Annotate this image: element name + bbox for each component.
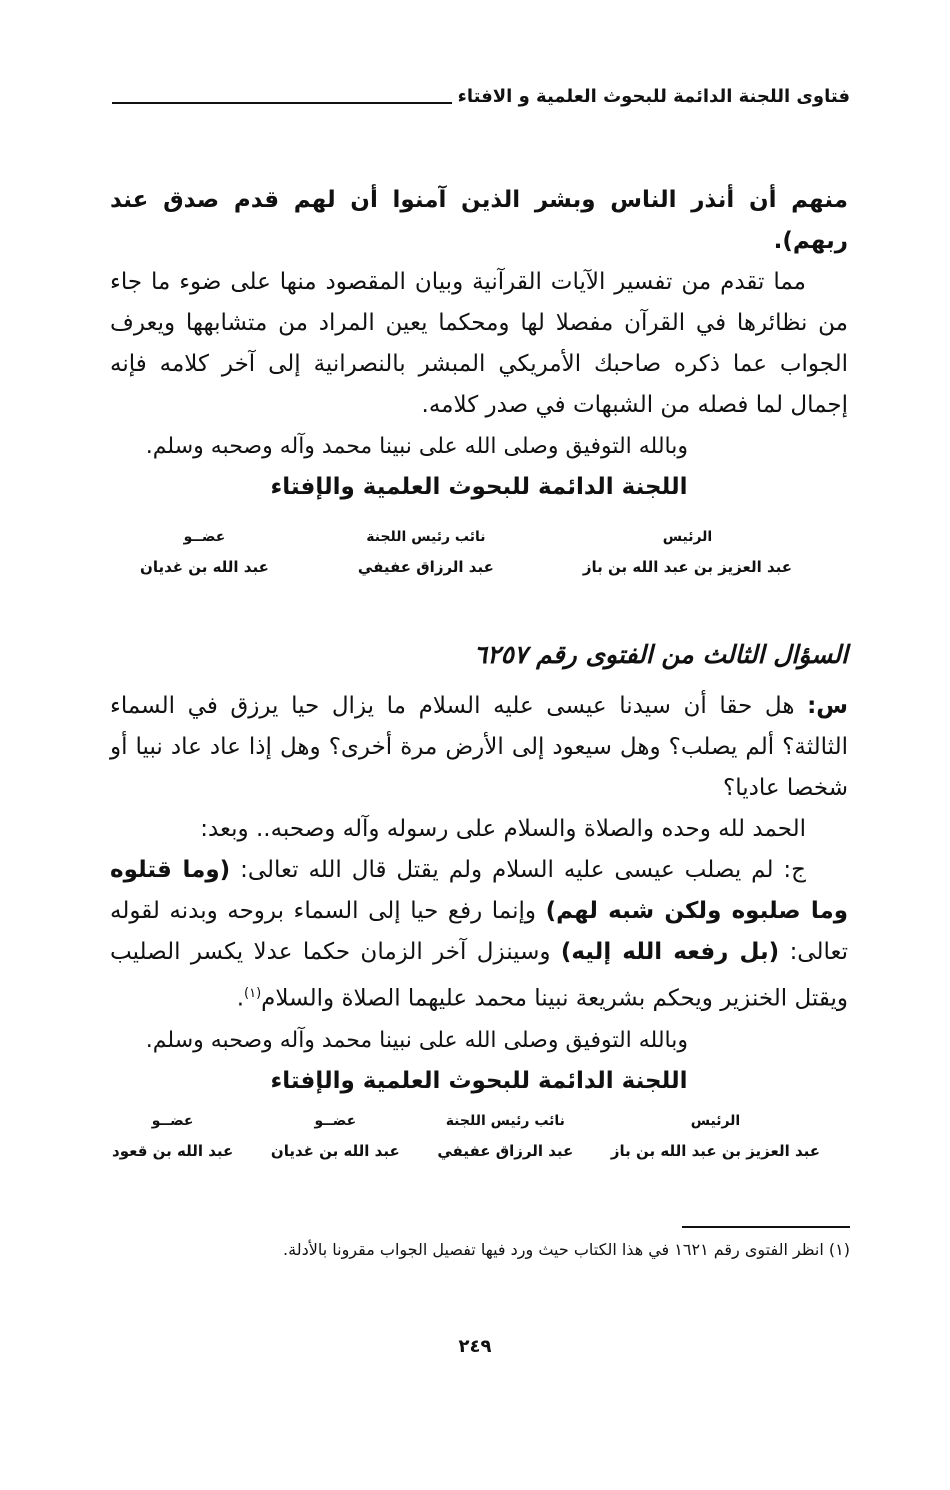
signature-role: نائب رئيس اللجنة	[445, 1113, 565, 1129]
quran-quote-1: (وما قتلوه وما صلبوه ولكن شبه لهم)	[110, 857, 849, 924]
question-answer-section	[110, 686, 848, 1102]
signature-name: عبد الله بن غديان	[140, 558, 269, 576]
praise-line: الحمد لله وحده والصلاة والسلام على رسوله وآله وصحبه.. وبعد:	[200, 816, 806, 842]
signature-role: عضــو	[151, 1113, 194, 1129]
signature-name: عبد الرزاق عفيفي	[357, 558, 494, 576]
header-rule	[112, 102, 452, 104]
answer-committee-name: اللجنة الدائمة للبحوث العلمية والإفتاء	[270, 1067, 688, 1094]
signature-block-1	[140, 522, 792, 582]
signature-vice-chair	[437, 1106, 573, 1166]
quran-quote-2: (بل رفعه الله إليه)	[560, 939, 780, 965]
signature-role: الرئيس	[690, 1113, 741, 1129]
signature-name: عبد العزيز بن عبد الله بن باز	[610, 1142, 820, 1160]
intro-section	[110, 180, 848, 508]
answer-prefix: ج:	[783, 857, 807, 883]
signature-role: عضــو	[183, 529, 226, 545]
signature-chair	[583, 522, 792, 582]
header-title: فتاوى اللجنة الدائمة للبحوث العلمية و الافتاء	[457, 86, 850, 107]
answer-text-3: وسينزل آخر الزمان حكما عدلا يكسر الصليب ويقتل الخنزير ويحكم بشريعة نبينا محمد عليهما الصلاة والسلام	[110, 939, 848, 1012]
signature-name: عبد العزيز بن عبد الله بن باز	[582, 558, 792, 576]
signature-vice-chair	[358, 522, 494, 582]
signature-name: عبد الله بن قعود	[112, 1142, 234, 1160]
question-prefix: س:	[807, 693, 848, 719]
answer-closing: وبالله التوفيق وصلى الله على نبينا محمد وآله وصحبه وسلم.	[145, 1027, 688, 1053]
answer-text-2: وإنما رفع حيا إلى السماء بروحه وبدنه لقوله تعالى:	[110, 898, 848, 965]
intro-paragraph: مما تقدم من تفسير الآيات القرآنية وبيان المقصود منها على ضوء ما جاء من نظائرها في القرآن مفصلا لها ومحكما يعين المراد من متشابهها ويعرف الجواب عما ذكره صاحبك الأمريكي المبشر بالنصرانية إلى آخر كلامه فإنه إجمال لما فصله من الشبهات في صدر كلامه.	[110, 269, 848, 418]
signature-member	[271, 1106, 400, 1166]
signature-name: عبد الله بن غديان	[270, 1142, 400, 1160]
footnote-divider	[682, 1226, 850, 1228]
question-title: السؤال الثالث من الفتوى رقم ٦٢٥٧	[473, 640, 848, 669]
answer-end: .	[236, 985, 245, 1012]
signature-role: نائب رئيس اللجنة	[366, 529, 486, 545]
signature-role: عضــو	[314, 1113, 357, 1129]
signature-member	[112, 1106, 233, 1166]
signature-chair	[611, 1106, 820, 1166]
signature-name: عبد الرزاق عفيفي	[437, 1142, 574, 1160]
intro-committee-name: اللجنة الدائمة للبحوث العلمية والإفتاء	[270, 474, 688, 500]
footnote-text: (١) انظر الفتوى رقم ١٦٢١ في هذا الكتاب حيث ورد فيها تفصيل الجواب مقرونا بالأدلة.	[283, 1240, 850, 1259]
question-text: هل حقا أن سيدنا عيسى عليه السلام ما يزال حيا يرزق في السماء الثالثة؟ ألم يصلب؟ وهل سيعود إلى الأرض مرة أخرى؟ وهل إذا عاد عاد نبيا أو شخصا عاديا؟	[110, 693, 848, 801]
answer-text-1: لم يصلب عيسى عليه السلام ولم يقتل قال الله تعالى:	[240, 857, 774, 883]
footnote-reference[interactable]: (١)	[244, 986, 262, 1001]
running-header	[112, 80, 850, 110]
intro-first-line: منهم أن أنذر الناس وبشر الذين آمنوا أن لهم قدم صدق عند ربهم).	[110, 187, 848, 254]
page-number: ٢٤٩	[458, 1336, 492, 1357]
question-paragraph	[110, 686, 848, 809]
intro-closing: وبالله التوفيق وصلى الله على نبينا محمد وآله وصحبه وسلم.	[145, 434, 688, 459]
signature-block-2	[112, 1106, 820, 1166]
answer-paragraph	[110, 850, 848, 1020]
signature-member	[140, 522, 269, 582]
signature-role: الرئيس	[662, 529, 713, 545]
